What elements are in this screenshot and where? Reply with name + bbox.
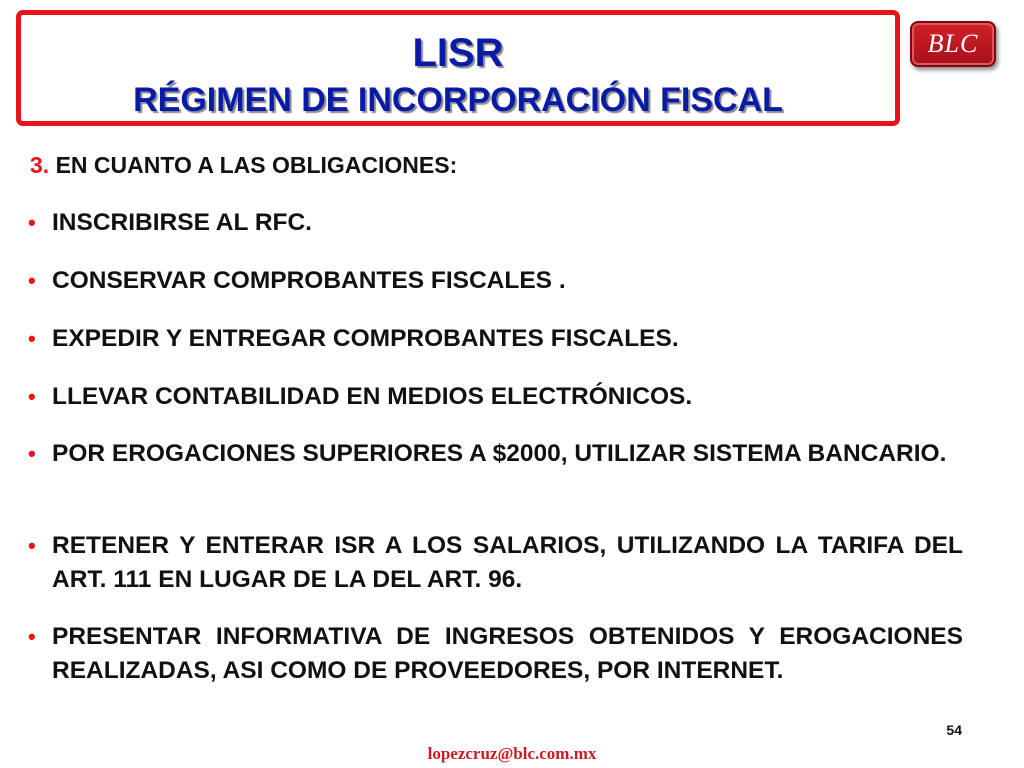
section-number: 3. (30, 152, 50, 178)
list-item (28, 620, 963, 688)
list-item-text: CONSERVAR COMPROBANTES FISCALES . (52, 267, 566, 294)
list-item-text: EXPEDIR Y ENTREGAR COMPROBANTES FISCALES. (52, 325, 679, 352)
list-item-text: PRESENTAR INFORMATIVA DE INGRESOS OBTENIDOS Y EROGACIONES REALIZADAS, ASI COMO DE PROVEEDORES, POR INTERNET. (52, 623, 963, 684)
list-item (28, 529, 963, 597)
title-box (16, 10, 900, 126)
list-item-text: LLEVAR CONTABILIDAD EN MEDIOS ELECTRÓNICOS. (52, 383, 693, 410)
list-item (28, 322, 963, 356)
slide-title: LISR (412, 31, 504, 75)
bullet-icon: • (28, 441, 36, 466)
bullet-icon: • (28, 384, 36, 409)
bullet-icon: • (28, 624, 36, 649)
list-item-text: INSCRIBIRSE AL RFC. (52, 209, 312, 236)
footer-email: lopezcruz@blc.com.mx (427, 744, 597, 763)
page-number: 54 (946, 722, 962, 738)
list-item-text: POR EROGACIONES SUPERIORES A $2000, UTILIZAR SISTEMA BANCARIO. (52, 440, 947, 467)
list-item (28, 264, 963, 298)
bullet-icon: • (28, 326, 36, 351)
logo-text: BLC (927, 29, 979, 58)
blc-logo (910, 21, 996, 67)
list-item (28, 380, 963, 414)
bullet-icon: • (28, 210, 36, 235)
slide-subtitle: RÉGIMEN DE INCORPORACIÓN FISCAL (133, 81, 783, 119)
section-heading (30, 150, 457, 180)
list-item (28, 437, 963, 471)
bullet-icon: • (28, 268, 36, 293)
section-heading-text: EN CUANTO A LAS OBLIGACIONES: (55, 152, 458, 178)
list-item (28, 206, 963, 240)
list-item-text: RETENER Y ENTERAR ISR A LOS SALARIOS, UTILIZANDO LA TARIFA DEL ART. 111 EN LUGAR DE LA DEL ART. 96. (52, 532, 963, 593)
bullet-icon: • (28, 533, 36, 558)
